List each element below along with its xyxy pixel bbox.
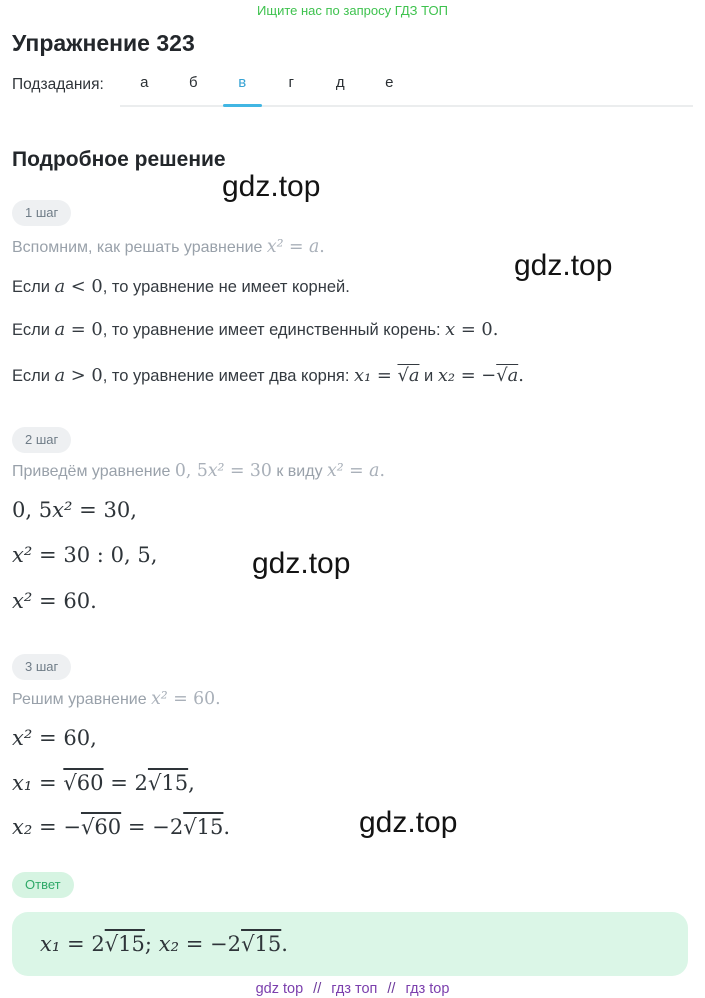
step1-case-positive: Если a > 0, то уравнение имеет два корня: x₁ = √a и x₂ = −√a.	[12, 365, 524, 386]
step1-badge: 1 шаг	[12, 200, 71, 226]
footer-link-gdz-top-2[interactable]: гдз топ	[331, 981, 378, 997]
answer-badge: Ответ	[12, 872, 74, 898]
step3-equation-3: x₂ = −√60 = −2√15.	[12, 814, 231, 839]
step2-intro: Приведём уравнение 0, 5x² = 30 к виду x² = a.	[12, 461, 385, 481]
promo-banner: Ищите нас по запросу ГДЗ ТОП	[257, 3, 448, 18]
step3-intro: Решим уравнение x² = 60.	[12, 689, 221, 709]
step1-case-zero: Если a = 0, то уравнение имеет единственный корень: x = 0.	[12, 319, 499, 340]
page-title: Упражнение 323	[12, 30, 195, 56]
watermark: gdz.top	[514, 249, 613, 282]
tab-b[interactable]: б	[188, 74, 198, 91]
subtasks-label: Подзадания:	[12, 76, 104, 93]
footer-links	[12, 980, 693, 998]
tab-e[interactable]: е	[385, 74, 394, 91]
footer-separator: //	[387, 981, 396, 997]
step3-badge: 3 шаг	[12, 654, 71, 680]
subtasks-bar	[12, 73, 693, 107]
step2-badge: 2 шаг	[12, 427, 71, 453]
subtask-tabs	[120, 73, 693, 107]
footer-separator: //	[313, 981, 322, 997]
tab-a[interactable]: а	[140, 74, 149, 91]
tab-g[interactable]: г	[288, 74, 295, 91]
tab-d[interactable]: д	[335, 74, 345, 91]
step1-intro: Вспомним, как решать уравнение x² = a.	[12, 237, 325, 257]
watermark: gdz.top	[222, 170, 321, 203]
step1-case-negative: Если a < 0, то уравнение не имеет корней.	[12, 276, 350, 297]
answer-box	[12, 912, 688, 976]
answer-math: x₁ = 2√15; x₂ = −2√15.	[40, 931, 288, 956]
solution-heading: Подробное решение	[12, 148, 226, 171]
footer-link-gdz-top-3[interactable]: гдз top	[405, 981, 450, 997]
step2-equation-2: x² = 30 : 0, 5,	[12, 542, 158, 567]
step3-equation-2: x₁ = √60 = 2√15,	[12, 770, 195, 795]
watermark: gdz.top	[252, 547, 351, 580]
step2-equation-1: 0, 5x² = 30,	[12, 497, 137, 522]
footer-link-gdz-top-1[interactable]: gdz top	[255, 981, 304, 997]
watermark: gdz.top	[359, 806, 458, 839]
step2-equation-3: x² = 60.	[12, 588, 97, 613]
step3-equation-1: x² = 60,	[12, 725, 97, 750]
tab-v[interactable]: в	[218, 73, 267, 105]
